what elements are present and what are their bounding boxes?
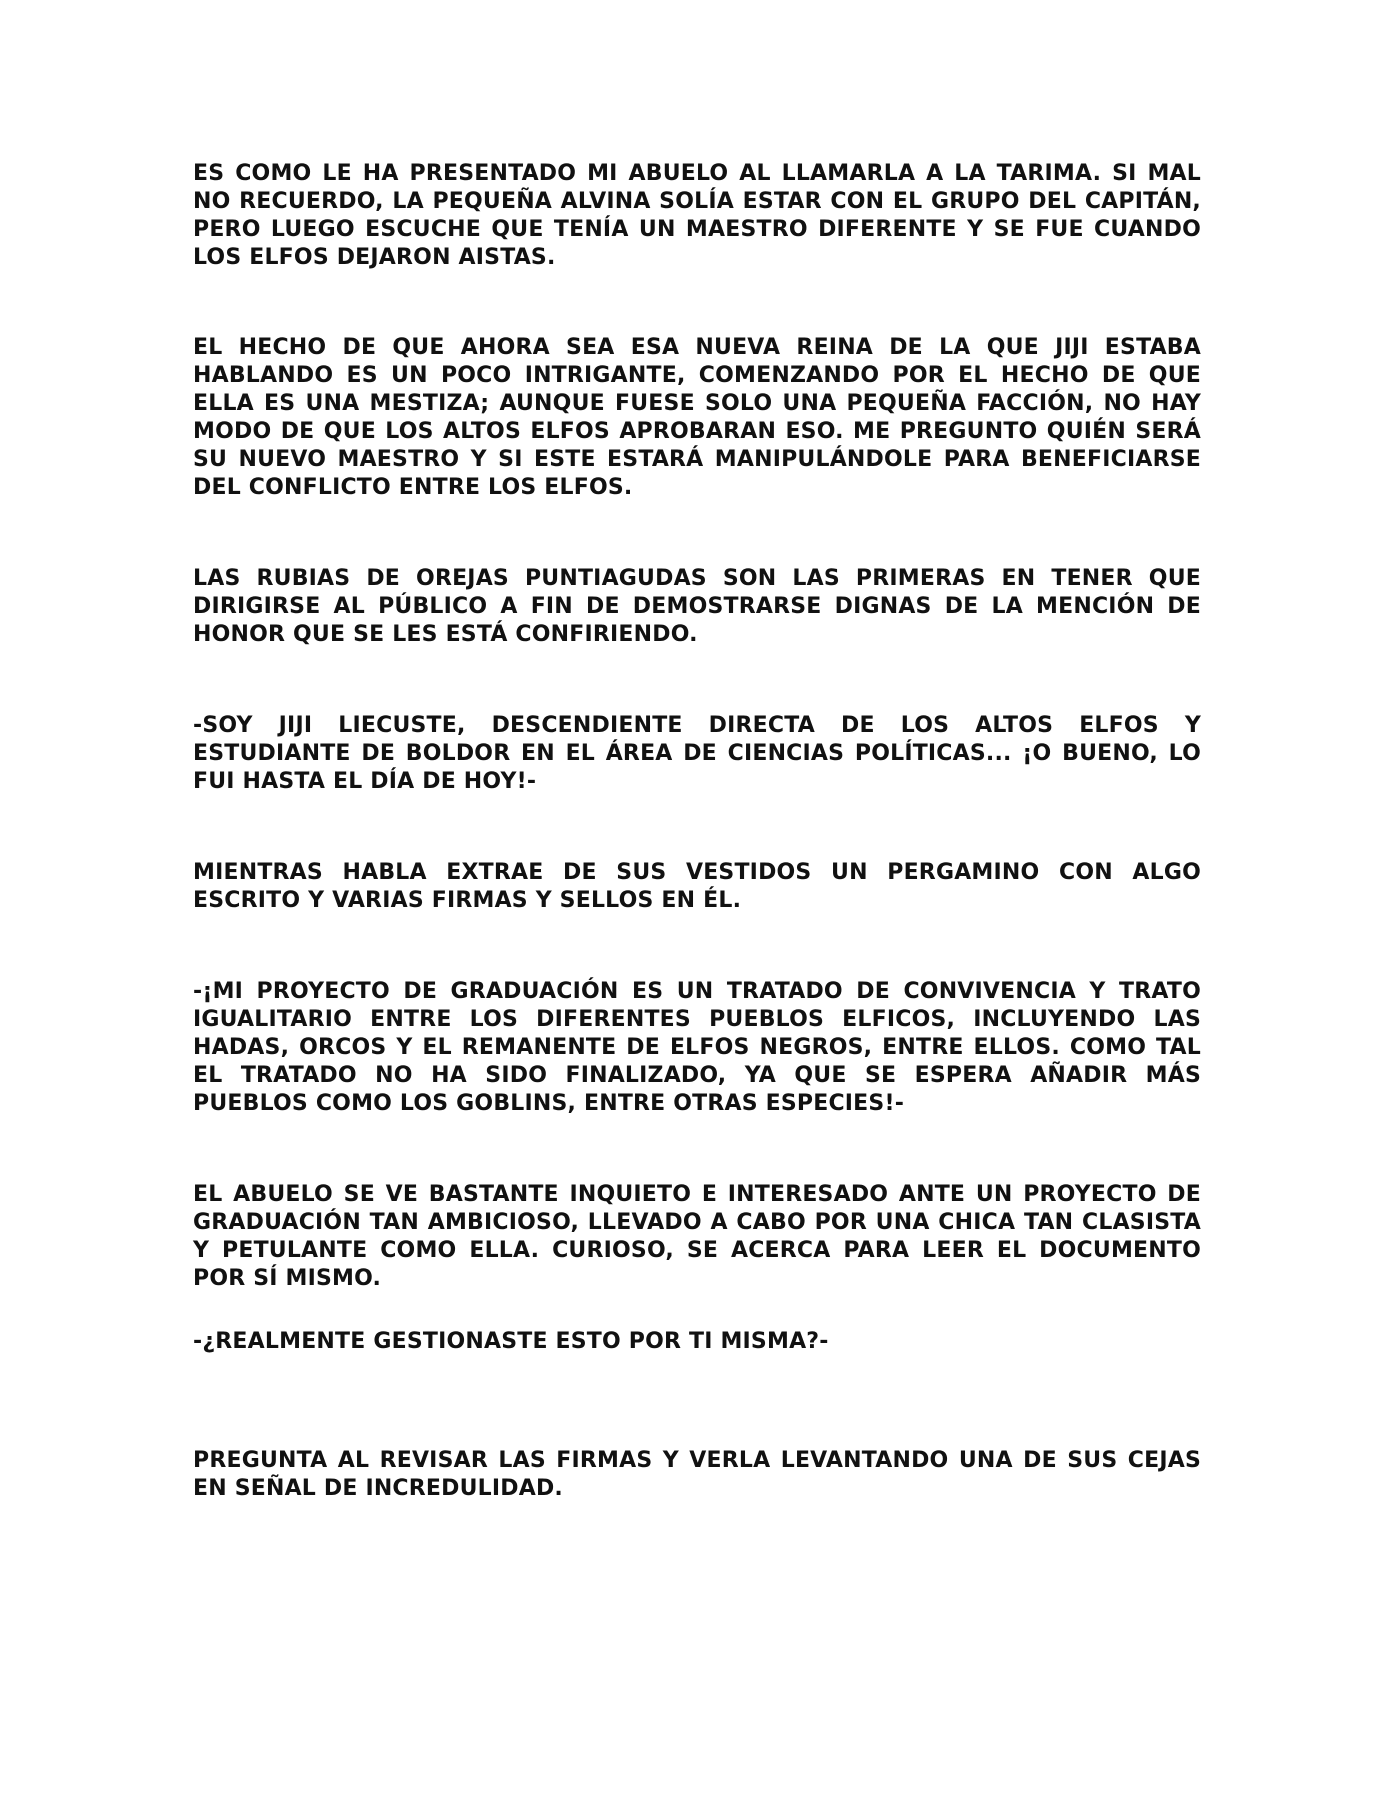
dialogue-paragraph: -SOY JIJI LIECUSTE, DESCENDIENTE DIRECTA DE LOS ALTOS ELFOS Y ESTUDIANTE DE BOLDOR EN EL ÁREA DE CIENCIAS POLÍTICAS... ¡O BUENO, LO FUI HASTA EL DÍA DE HOY!-: [193, 713, 1201, 794]
dialogue-paragraph: -¿REALMENTE GESTIONASTE ESTO POR TI MISMA?-: [193, 1329, 829, 1354]
paragraph: ES COMO LE HA PRESENTADO MI ABUELO AL LLAMARLA A LA TARIMA. SI MAL NO RECUERDO, LA PEQUEÑA ALVINA SOLÍA ESTAR CON EL GRUPO DEL CAPITÁN, PERO LUEGO ESCUCHE QUE TENÍA UN MAESTRO DIFERENTE Y SE FUE CUANDO LOS ELFOS DEJARON AISTAS.: [193, 161, 1201, 270]
paragraph: LAS RUBIAS DE OREJAS PUNTIAGUDAS SON LAS PRIMERAS EN TENER QUE DIRIGIRSE AL PÚBLICO A FIN DE DEMOSTRARSE DIGNAS DE LA MENCIÓN DE HONOR QUE SE LES ESTÁ CONFIRIENDO.: [193, 566, 1201, 647]
paragraph: MIENTRAS HABLA EXTRAE DE SUS VESTIDOS UN PERGAMINO CON ALGO ESCRITO Y VARIAS FIRMAS Y SELLOS EN ÉL.: [193, 860, 1201, 913]
paragraph: PREGUNTA AL REVISAR LAS FIRMAS Y VERLA LEVANTANDO UNA DE SUS CEJAS EN SEÑAL DE INCREDULIDAD.: [193, 1448, 1201, 1501]
dialogue-paragraph: -¡MI PROYECTO DE GRADUACIÓN ES UN TRATADO DE CONVIVENCIA Y TRATO IGUALITARIO ENTRE LOS DIFERENTES PUEBLOS ELFICOS, INCLUYENDO LAS HADAS, ORCOS Y EL REMANENTE DE ELFOS NEGROS, ENTRE ELLOS. COMO TAL EL TRATADO NO HA SIDO FINALIZADO, YA QUE SE ESPERA AÑADIR MÁS PUEBLOS COMO LOS GOBLINS, ENTRE OTRAS ESPECIES!-: [193, 979, 1201, 1116]
paragraph: EL HECHO DE QUE AHORA SEA ESA NUEVA REINA DE LA QUE JIJI ESTABA HABLANDO ES UN POCO INTRIGANTE, COMENZANDO POR EL HECHO DE QUE ELLA ES UNA MESTIZA; AUNQUE FUESE SOLO UNA PEQUEÑA FACCIÓN, NO HAY MODO DE QUE LOS ALTOS ELFOS APROBARAN ESO. ME PREGUNTO QUIÉN SERÁ SU NUEVO MAESTRO Y SI ESTE ESTARÁ MANIPULÁNDOLE PARA BENEFICIARSE DEL CONFLICTO ENTRE LOS ELFOS.: [193, 335, 1201, 500]
paragraph: EL ABUELO SE VE BASTANTE INQUIETO E INTERESADO ANTE UN PROYECTO DE GRADUACIÓN TAN AMBICIOSO, LLEVADO A CABO POR UNA CHICA TAN CLASISTA Y PETULANTE COMO ELLA. CURIOSO, SE ACERCA PARA LEER EL DOCUMENTO POR SÍ MISMO.: [193, 1182, 1201, 1291]
